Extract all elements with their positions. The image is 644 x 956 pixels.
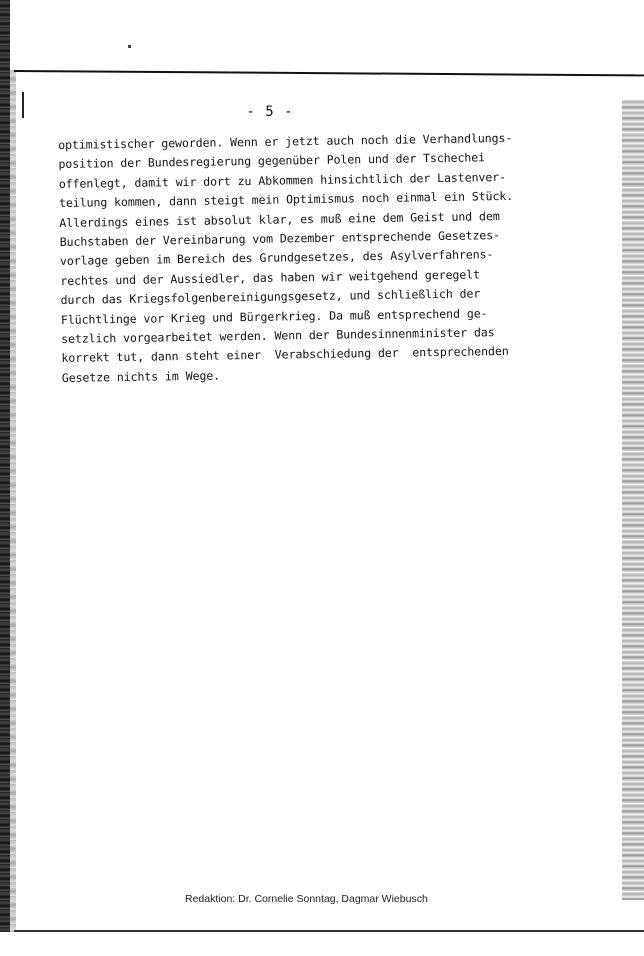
margin-mark [22,92,24,118]
text-line: optimistischer geworden. Wenn er jetzt auch noch die Verhandlungs- [58,130,513,152]
text-line: teilung kommen, dann steigt mein Optimismus noch einmal ein Stück. [58,189,514,211]
top-margin [0,0,644,70]
bottom-margin [0,932,644,956]
text-line: korrekt tut, dann steht einer Verabschiedung der entsprechenden [61,344,509,366]
sheet-top-edge [14,70,644,76]
text-line: vorlage geben im Bereich des Grundgesetzes, des Asylverfahrens- [59,247,494,269]
text-line: durch das Kriegsfolgenbereinigungsgesetz, und schließlich der [60,286,481,308]
page-number: - 5 - [246,104,294,120]
text-line: Flüchtlinge vor Krieg und Bürgerkrieg. Da muß entsprechend ge- [60,305,488,327]
body-paragraph [58,128,542,388]
text-line: setzlich vorgearbeitet werden. Wenn der Bundesinnenminister das [61,325,495,347]
text-line: Buchstaben der Vereinbarung vom Dezember entsprechende Gesetzes- [59,228,501,250]
text-line: rechtes und der Aussiedler, das haben wir weitgehend geregelt [60,267,481,288]
text-line: offenlegt, damit wir dort zu Abkommen hinsichtlich der Lastenver- [58,169,507,191]
left-scan-border [0,0,10,956]
scan-speck [128,45,131,48]
right-scan-border [622,100,644,900]
text-line: Gesetze nichts im Wege. [61,368,221,385]
text-line: position der Bundesregierung gegenüber Polen und der Tschechei [58,150,486,172]
editor-footer: Redaktion: Dr. Cornelie Sonntag, Dagmar Wiebusch [185,893,428,905]
left-scan-shadow [10,70,16,956]
text-line: Allerdings eines ist absolut klar, es muß eine dem Geist und dem [59,208,500,230]
